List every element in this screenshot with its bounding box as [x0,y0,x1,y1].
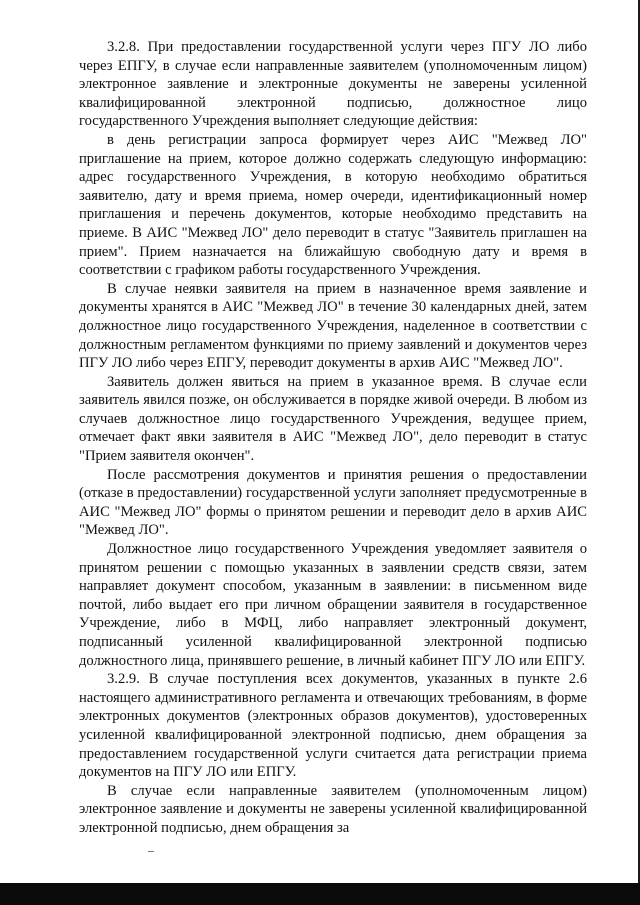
page-mark [148,851,154,852]
paragraph-3-2-8: 3.2.8. При предоставлении государственной услуги через ПГУ ЛО либо через ЕПГУ, в случае если направленные заявителем (уполномоченным лицом) электронное заявление и электронные документы не заверены усиленной квалифицированной электронной подписью, должностное лицо государственного Учреждения выполняет следующие действия: [79,39,587,130]
document-body [79,38,587,838]
paragraph-3-2-9: 3.2.9. В случае поступления всех документов, указанных в пункте 2.6 настоящего административного регламента и отвечающих требованиям, в форме электронных документов (электронных образов документов), удостоверенных усиленной квалифицированной электронной подписью, днем обращения за предоставлением государственной услуги считается дата регистрации приема документов на ПГУ ЛО или ЕПГУ. [79,671,587,781]
paragraph-no-show: В случае неявки заявителя на прием в назначенное время заявление и документы хранятся в АИС "Межвед ЛО" в течение 30 календарных дней, затем должностное лицо государственного Учреждения, наделенное в соответствии с должностным регламентом функциями по приему заявлений и документов через ПГУ ЛО либо через ЕПГУ, переводит документы в архив АИС "Межвед ЛО". [79,280,587,372]
paragraph-unsigned: В случае если направленные заявителем (уполномоченным лицом) электронное заявление и документы не заверены усиленной квалифицированной электронной подписью, днем обращения за [79,782,587,836]
paragraph-notification: Должностное лицо государственного Учреждения уведомляет заявителя о принятом решении с помощью указанных в заявлении средств связи, затем направляет документ способом, указанным в заявлении: в письменном виде почтой, либо выдает его при личном обращении заявителя в государственное Учреждение, либо в МФЦ, либо направляет электронный документ, подписанный усиленной квалифицированной электронной подписью должностного лица, принявшего решение, в личный кабинет ПГУ ЛО или ЕПГУ. [79,541,587,669]
paragraph-decision: После рассмотрения документов и принятия решения о предоставлении (отказе в предоставлении) государственной услуги заполняет предусмотренные в АИС "Межвед ЛО" формы о принятом решении и переводит дело в архив АИС "Межвед ЛО". [79,466,587,539]
paragraph-appointment: Заявитель должен явиться на прием в указанное время. В случае если заявитель явился позже, он обслуживается в порядке живой очереди. В любом из случаев должностное лицо государственного Учреждения, ведущее прием, отмечает факт явки заявителя в АИС "Межвед ЛО", дело переводит в статус "Прием заявителя окончен". [79,373,587,465]
paragraph-invitation: в день регистрации запроса формирует через АИС "Межвед ЛО" приглашение на прием, которое должно содержать следующую информацию: адрес государственного Учреждения, в которую необходимо обратиться заявителю, дату и время приема, номер очереди, идентификационный номер приглашения и перечень документов, которые необходимо представить на приеме. В АИС "Межвед ЛО" дело переводит в статус "Заявитель приглашен на прием". Прием назначается на ближайшую свободную дату и время в соответствии с графиком работы государственного Учреждения. [79,131,587,279]
scan-bottom-edge [0,883,640,905]
